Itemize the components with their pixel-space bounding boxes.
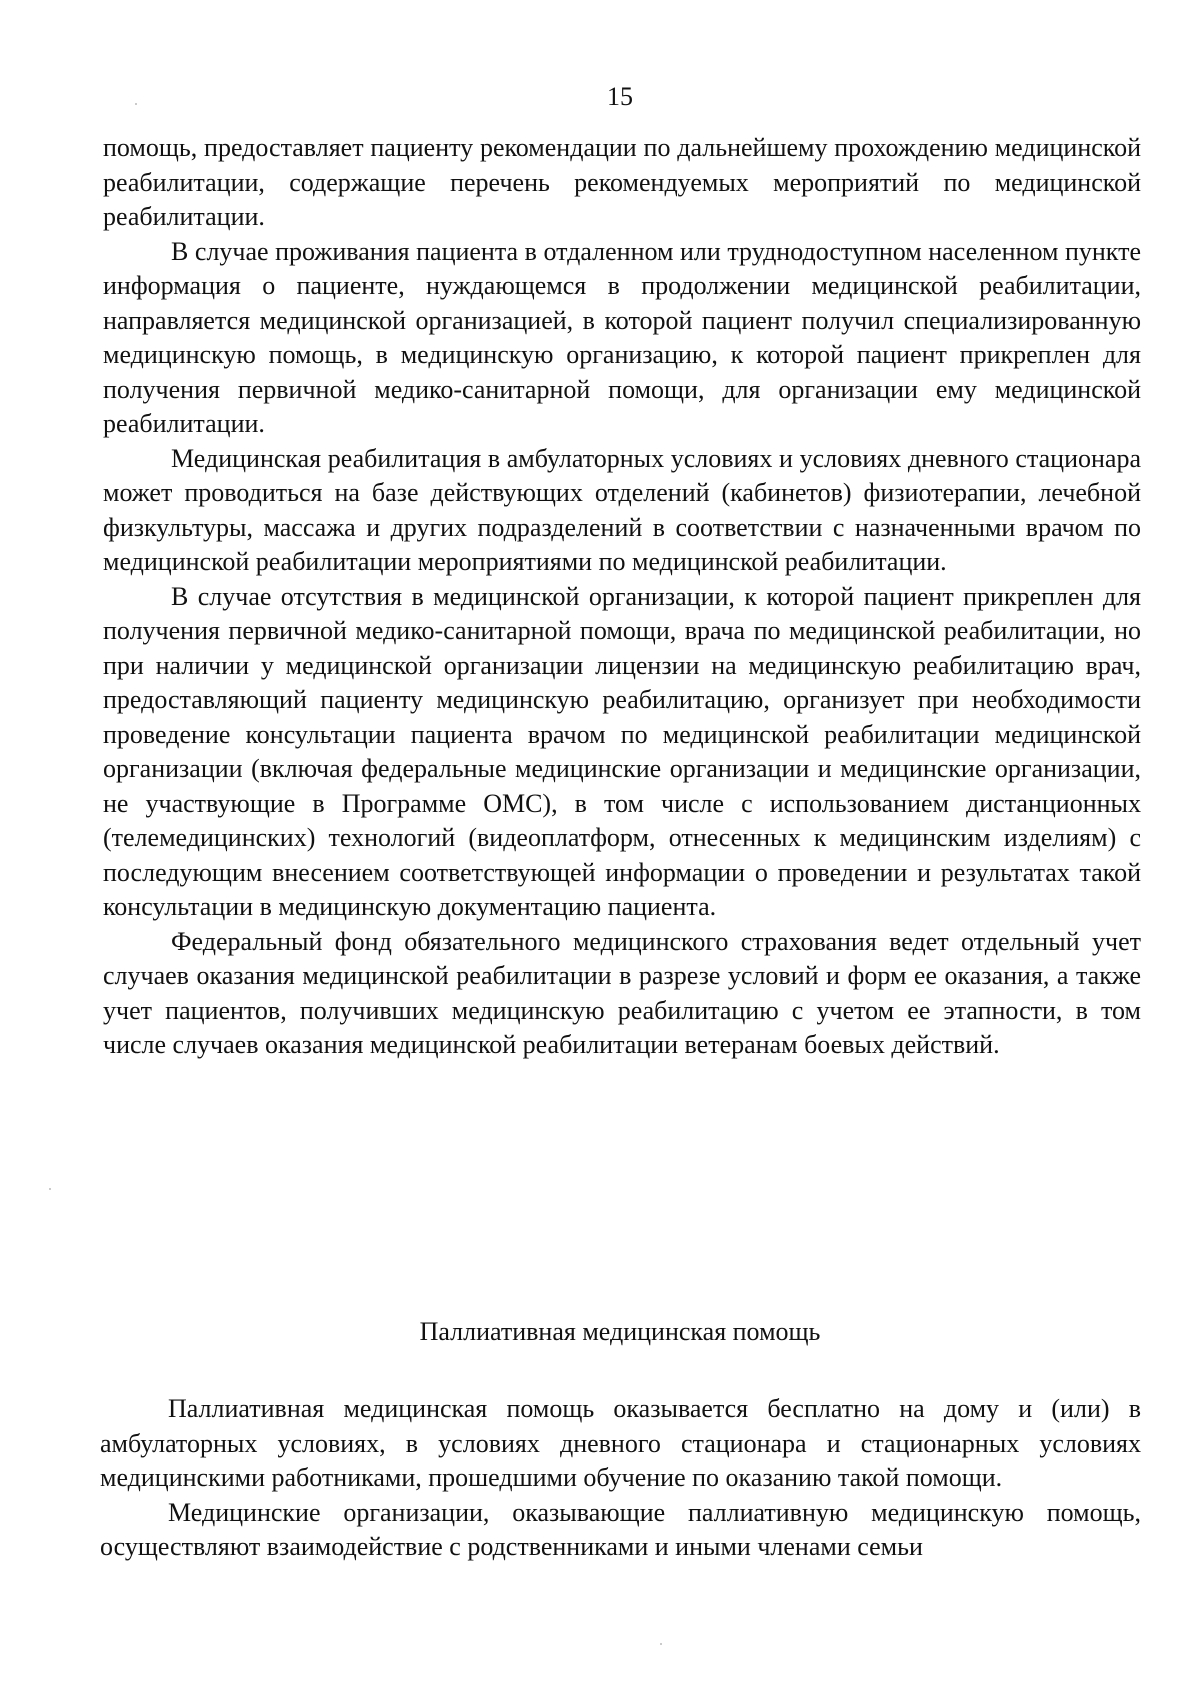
section-text <box>100 1392 1141 1565</box>
section-heading: Паллиативная медицинская помощь <box>419 1317 821 1346</box>
paragraph-remote-settlement: В случае проживания пациента в отдаленном или труднодоступном населенном пункте информация о пациенте, нуждающемся в продолжении медицинской реабилитации, направляется медицинской организацией, в которой пациент получил специализированную медицинскую помощь, в медицинскую организацию, к которой пациент прикреплен для получения первичной медико-санитарной помощи, для организации ему медицинской реабилитации. <box>103 236 1141 438</box>
paragraph-palliative-care: Паллиативная медицинская помощь оказывается бесплатно на дому и (или) в амбулаторных условиях, в условиях дневного стационара и стационарных условиях медицинскими работниками, прошедшими обучение по оказанию такой помощи. <box>100 1394 1141 1492</box>
scan-speck <box>660 1643 662 1645</box>
paragraph-palliative-organizations: Медицинские организации, оказывающие паллиативную медицинскую помощь, осуществляют взаимодействие с родственниками и иными членами семьи <box>100 1497 1141 1561</box>
main-text <box>103 131 1141 1063</box>
scan-speck <box>135 103 137 105</box>
paragraph-outpatient-rehab: Медицинская реабилитация в амбулаторных условиях и условиях дневного стационара может проводиться на базе действующих отделений (кабинетов) физиотерапии, лечебной физкультуры, массажа и других подразделений в соответствии с назначенными врачом по медицинской реабилитации мероприятиями по медицинской реабилитации. <box>103 443 1141 576</box>
paragraph-continuation: помощь, предоставляет пациенту рекомендации по дальнейшему прохождению медицинской реабилитации, содержащие перечень рекомендуемых мероприятий по медицинской реабилитации. <box>103 133 1141 231</box>
scan-speck <box>49 1188 51 1190</box>
page-number: 15 <box>607 82 633 111</box>
paragraph-rehab-consultation: В случае отсутствия в медицинской организации, к которой пациент прикреплен для получения первичной медико-санитарной помощи, врача по медицинской реабилитации, но при наличии у медицинской организации лицензии на медицинскую реабилитацию врач, предоставляющий пациенту медицинскую реабилитацию, организует при необходимости проведение консультации пациента врачом по медицинской реабилитации медицинской организации (включая федеральные медицинские организации и медицинские организации, не участвующие в Программе ОМС), в том числе с использованием дистанционных (телемедицинских) технологий (видеоплатформ, отнесенных к медицинским изделиям) с последующим внесением соответствующей информации о проведении и результатах такой консультации в медицинскую документацию пациента. <box>103 581 1141 921</box>
paragraph-federal-fund: Федеральный фонд обязательного медицинского страхования ведет отдельный учет случаев оказания медицинской реабилитации в разрезе условий и форм ее оказания, а также учет пациентов, получивших медицинскую реабилитацию с учетом ее этапности, в том числе случаев оказания медицинской реабилитации ветеранам боевых действий. <box>103 926 1141 1059</box>
